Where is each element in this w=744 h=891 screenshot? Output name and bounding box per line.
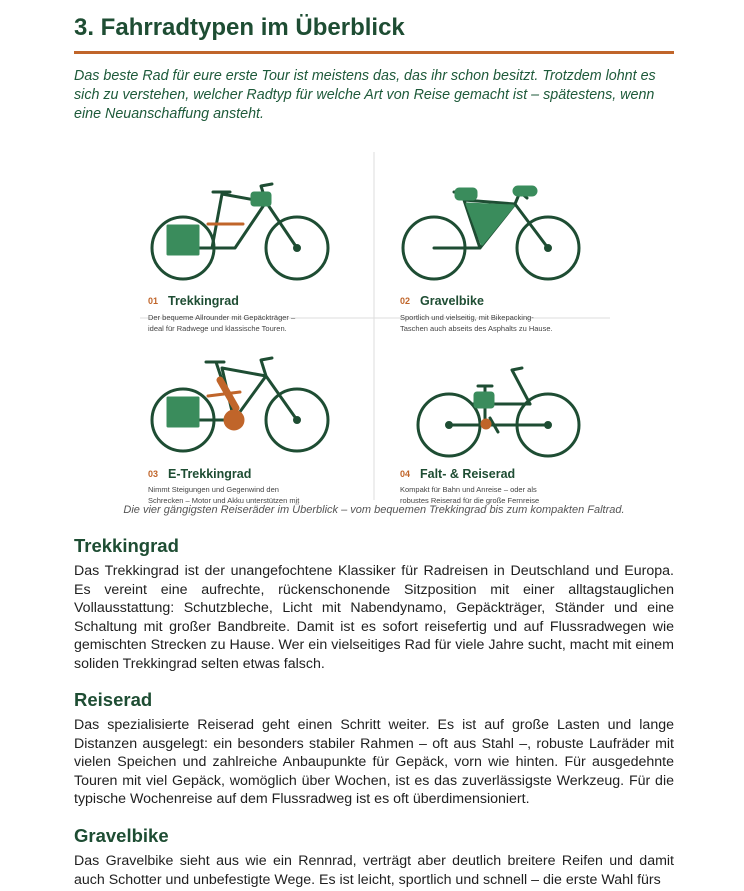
title-rule — [74, 51, 674, 54]
tile-description-line2: Taschen auch abseits des Asphalts zu Hause. — [400, 324, 553, 333]
e-trekking-bike-icon — [152, 358, 328, 451]
paragraph-reiserad: Das spezialisierte Reiserad geht einen Schritt weiter. Es ist auf große Lasten und lange Distanzen ausgelegt: ein besonders stabiler Rahmen – oft aus Stahl –, robuste Laufräder mit vielen Speichen und zahlreiche Anbaupunkte für Gepäck, vorn wie hinten. Für ausgedehnte Touren mit viel Gepäck, womöglich über Wochen, ist es das zuverlässigste Werkzeug. Für die typische Wochenreise auf dem Flussradweg ist es oft überdimensioniert. — [74, 717, 674, 808]
heading-reiserad: Reiserad — [74, 689, 153, 710]
paragraph-trekkingrad: Das Trekkingrad ist der unangefochtene Klassiker für Radreisen in Deutschland und Europa. Es vereint eine aufrechte, rückenschonende Sitzposition mit einer alltagstauglichen Vollausstattung: Schutzbleche, Licht mit Nabendynamo, Gepäckträger, Ständer und eine Schaltung mit großer Bandbreite. Damit ist es sofort reisefertig und auf Flussradwegen wie gemischten Strecken zu Hause. Wer ein vielseitiges Rad für viele Jahre sucht, macht mit einem soliden Trekkingrad selten etwas falsch. — [74, 563, 674, 672]
tile-title: Trekkingrad — [168, 294, 239, 308]
bike-types-illustration — [140, 150, 620, 505]
tile-number: 01 — [148, 296, 159, 306]
tile-number: 02 — [400, 296, 411, 306]
tile-title: E-Trekkingrad — [168, 467, 252, 481]
heading-trekkingrad: Trekkingrad — [74, 535, 179, 556]
tile-description-line2: robustes Reiserad für die große Fernreise — [400, 496, 540, 505]
tile-description-line1: Kompakt für Bahn und Anreise – oder als — [400, 485, 537, 494]
trekking-bike-icon — [152, 184, 328, 279]
tile-description-line1: Nimmt Steigungen und Gegenwind den — [148, 485, 279, 494]
section-intro: Das beste Rad für eure erste Tour ist meistens das, das ihr schon besitzt. Trotzdem lohnt es sich zu verstehen, welcher Radtyp für welche Art von Reise gemacht ist – spätestens, wenn eine Neuanschaffung ansteht. — [74, 68, 656, 122]
tile-description-line2: Schrecken – Motor und Akku unterstützen mit — [148, 496, 300, 505]
heading-gravelbike: Gravelbike — [74, 825, 169, 846]
section-title: 3. Fahrradtypen im Überblick — [74, 14, 405, 41]
tile-title: Falt- & Reiserad — [420, 467, 516, 481]
tile-description-line1: Der bequeme Allrounder mit Gepäckträger – — [148, 313, 296, 322]
tile-title: Gravelbike — [420, 294, 484, 308]
folding-bike-icon — [418, 368, 579, 456]
figure-caption: Die vier gängigsten Reiseräder im Überblick – vom bequemen Trekkingrad bis zum kompakten Faltrad. — [123, 504, 625, 516]
tile-description-line2: ideal für Radwege und klassische Touren. — [148, 324, 287, 333]
paragraph-gravelbike: Das Gravelbike sieht aus wie ein Rennrad, verträgt aber deutlich breitere Reifen und damit auch Schotter und unbefestigte Wege. Es ist leicht, sportlich und schnell – die erste Wahl fürs — [74, 853, 674, 888]
bike-types-figure — [140, 150, 620, 505]
gravel-bike-icon — [403, 187, 579, 279]
tile-number: 04 — [400, 469, 411, 479]
tile-number: 03 — [148, 469, 159, 479]
tile-description-line1: Sportlich und vielseitig, mit Bikepacking- — [400, 313, 534, 322]
